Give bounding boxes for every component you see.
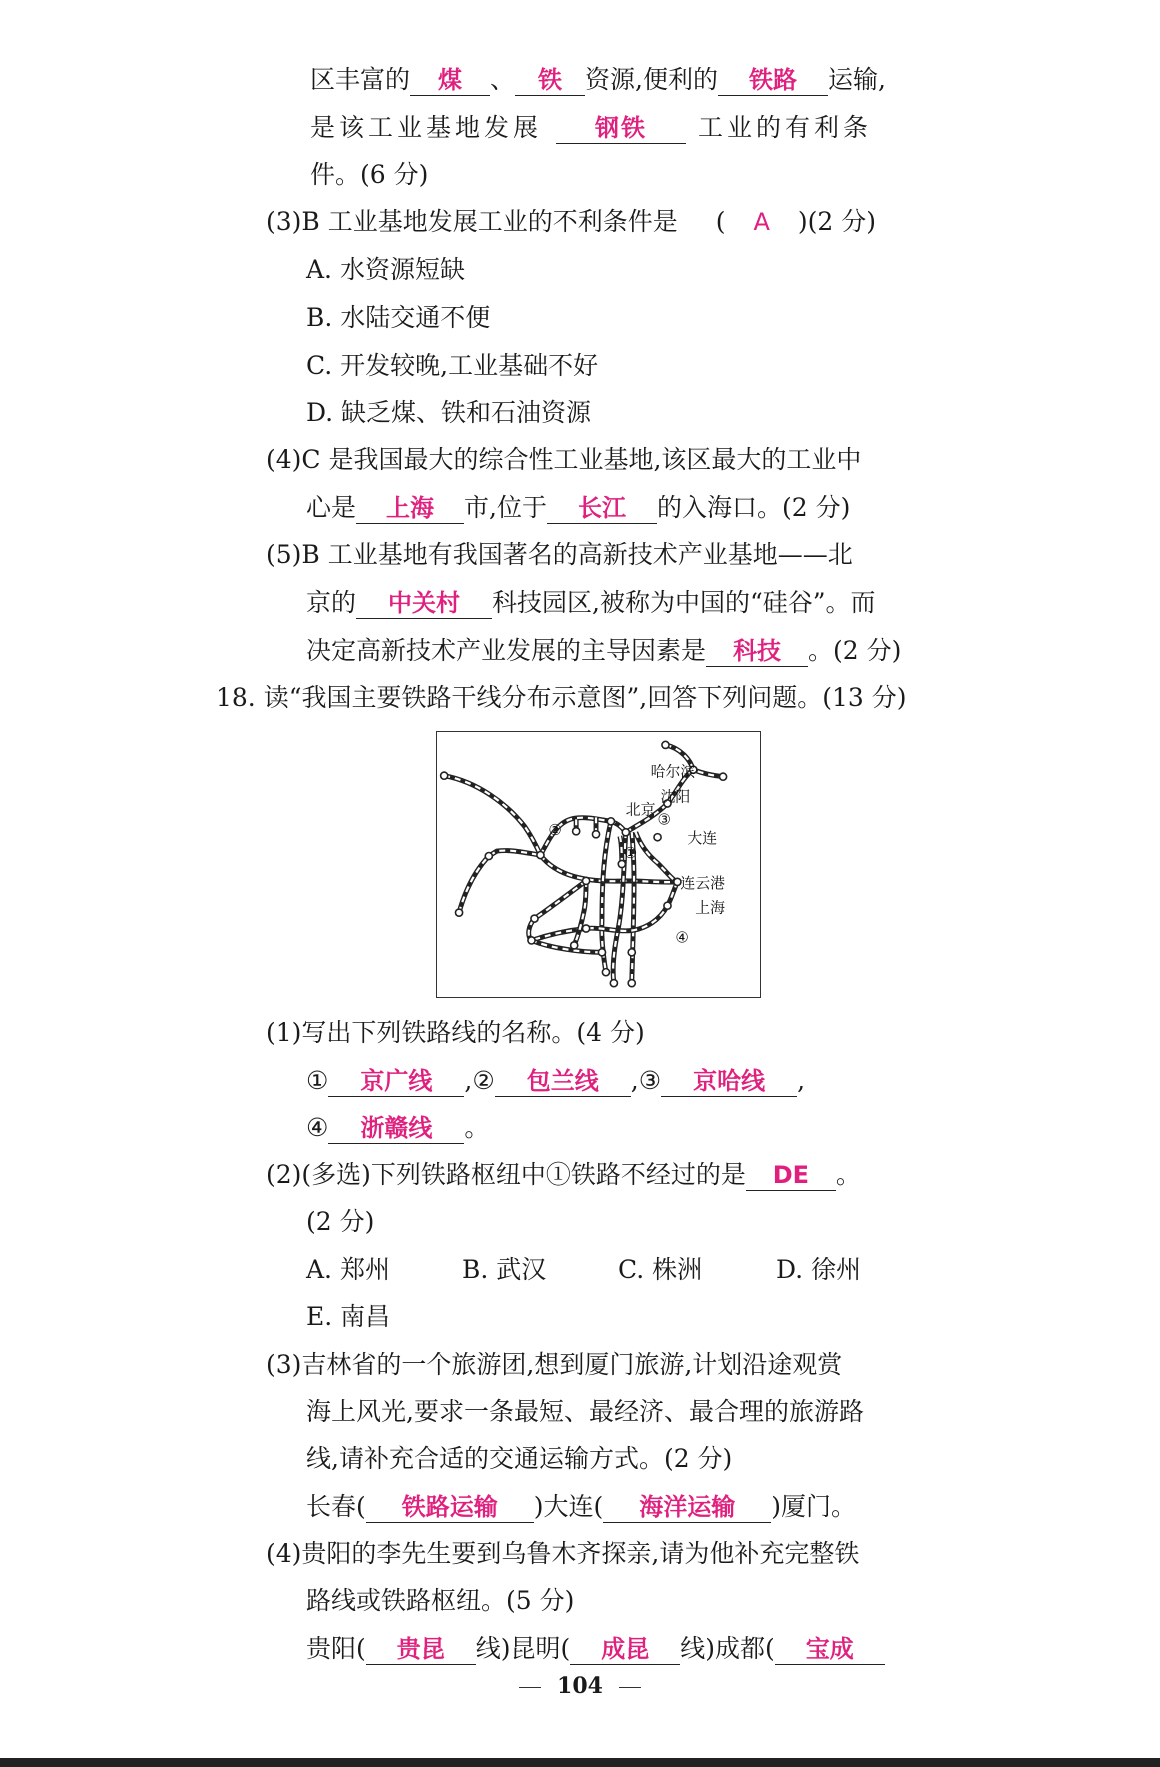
- text: 是该工业基地发展: [310, 113, 543, 142]
- answer-rail-guikun: 贵昆: [366, 1634, 476, 1665]
- label-beijing: 北京: [625, 800, 656, 819]
- footer-dash-right: [619, 1687, 641, 1688]
- text: ,②: [464, 1066, 495, 1095]
- q18-stem: 18. 读“我国主要铁路干线分布示意图”,回答下列问题。(13 分): [216, 683, 907, 712]
- q17-p2-line2: [310, 111, 872, 145]
- text: 长春(: [306, 1492, 366, 1521]
- answer-line-3: 京哈线: [661, 1066, 797, 1097]
- text: 的入海口。(2 分): [656, 493, 851, 522]
- text: 贵阳(: [306, 1634, 366, 1663]
- answer-tech: 科技: [706, 636, 808, 667]
- text: )(2 分): [797, 207, 877, 236]
- q17-p5-line1: (5)B 工业基地有我国著名的高新技术产业基地——北: [266, 540, 853, 569]
- marker-2: ②: [548, 821, 562, 840]
- marker-1: ①: [623, 844, 638, 863]
- answer-q18-2: DE: [746, 1160, 836, 1191]
- option-a: A. 水资源短缺: [306, 255, 465, 284]
- answer-q17-3: A: [753, 208, 770, 236]
- option-b: B. 水陆交通不便: [306, 303, 491, 332]
- answer-steel: 钢铁: [556, 113, 686, 144]
- railway-map: [436, 731, 761, 998]
- q18-p4-route: [306, 1632, 885, 1666]
- text: 。(2 分): [808, 636, 902, 665]
- text: )大连(: [533, 1492, 604, 1521]
- q17-p4-line1: (4)C 是我国最大的综合性工业基地,该区最大的工业中: [266, 445, 862, 474]
- answer-coal: 煤: [410, 65, 490, 96]
- label-dalian: 大连: [687, 829, 718, 848]
- label-shenyang: 沈阳: [660, 787, 691, 806]
- q18-p2-option-e: E. 南昌: [306, 1302, 391, 1331]
- text: 、: [490, 65, 516, 94]
- text: 线)成都(: [680, 1634, 775, 1663]
- answer-transport-2: 海洋运输: [603, 1492, 771, 1523]
- answer-rail-baocheng: 宝成: [775, 1634, 885, 1665]
- answer-line-4: 浙赣线: [328, 1113, 464, 1144]
- footer-dash-left: [519, 1687, 541, 1688]
- text: 区丰富的: [310, 65, 411, 94]
- answer-iron: 铁: [515, 65, 585, 96]
- text: 运输,: [827, 65, 886, 94]
- label-harbin: 哈尔滨: [650, 762, 696, 781]
- page-number: 104: [557, 1673, 603, 1699]
- q18-p2-option-d: D. 徐州: [776, 1255, 862, 1284]
- page-footer: [0, 1671, 1160, 1701]
- label-shanghai: 上海: [695, 898, 726, 917]
- q18-p2-stem: [266, 1158, 861, 1192]
- text: 线)昆明(: [475, 1634, 571, 1663]
- answer-changjiang: 长江: [547, 493, 657, 524]
- q18-p2-points: (2 分): [306, 1207, 375, 1236]
- answer-line-2: 包兰线: [495, 1066, 631, 1097]
- answer-line-1: 京广线: [328, 1066, 464, 1097]
- text: (3)B 工业基地发展工业的不利条件是: [266, 207, 678, 236]
- q17-p5-line3: [306, 634, 901, 668]
- marker-4: ④: [675, 928, 689, 947]
- text: 心是: [306, 493, 357, 522]
- text: 京的: [306, 588, 357, 617]
- label-lianyungang: 连云港: [680, 873, 726, 892]
- q17-p5-line2: [306, 586, 876, 620]
- text: 。: [835, 1160, 861, 1189]
- q17-p3-stem: [266, 205, 876, 239]
- text: 工业的有利条: [698, 113, 873, 142]
- text: 资源,便利的: [585, 65, 718, 94]
- q18-p4-line2: 路线或铁路枢纽。(5 分): [306, 1586, 575, 1615]
- q18-p3-line1: (3)吉林省的一个旅游团,想到厦门旅游,计划沿途观赏: [266, 1350, 843, 1379]
- q17-p2-line3: 件。(6 分): [310, 160, 429, 189]
- text: ,③: [630, 1066, 662, 1095]
- q18-p3-line2: 海上风光,要求一条最短、最经济、最合理的旅游路: [306, 1397, 864, 1426]
- q18-p1-line2: [306, 1111, 489, 1145]
- q18-p2-option-b: B. 武汉: [462, 1255, 547, 1284]
- q18-p2-option-c: C. 株洲: [618, 1255, 703, 1284]
- text: ,: [797, 1066, 806, 1095]
- answer-railway: 铁路: [718, 65, 828, 96]
- q18-p3-line3: 线,请补充合适的交通运输方式。(2 分): [306, 1444, 733, 1473]
- text: 市,位于: [464, 493, 547, 522]
- text: 决定高新技术产业发展的主导因素是: [306, 636, 707, 665]
- text: (: [715, 207, 726, 236]
- q18-p1-stem: (1)写出下列铁路线的名称。(4 分): [266, 1018, 645, 1047]
- option-d: D. 缺乏煤、铁和石油资源: [306, 398, 592, 427]
- answer-zhongguancun: 中关村: [356, 588, 492, 619]
- q18-p1-line1: [306, 1064, 805, 1098]
- answer-rail-chengkun: 成昆: [570, 1634, 680, 1665]
- text: 科技园区,被称为中国的“硅谷”。而: [492, 588, 876, 617]
- text: ④: [306, 1113, 329, 1142]
- q18-p3-route: [306, 1490, 856, 1524]
- q17-p4-line2: [306, 491, 850, 525]
- q18-p4-line1: (4)贵阳的李先生要到乌鲁木齐探亲,请为他补充完整铁: [266, 1539, 860, 1568]
- q18-p2-option-a: A. 郑州: [306, 1255, 390, 1284]
- text: 。: [464, 1113, 490, 1142]
- bottom-bar: [0, 1758, 1160, 1767]
- answer-transport-1: 铁路运输: [366, 1492, 534, 1523]
- text: ①: [306, 1066, 329, 1095]
- option-c: C. 开发较晚,工业基础不好: [306, 351, 599, 380]
- text: )厦门。: [771, 1492, 857, 1521]
- q17-p2-line1: [310, 63, 886, 97]
- marker-3: ③: [657, 810, 671, 829]
- answer-shanghai: 上海: [356, 493, 464, 524]
- text: (2)(多选)下列铁路枢纽中①铁路不经过的是: [266, 1160, 746, 1189]
